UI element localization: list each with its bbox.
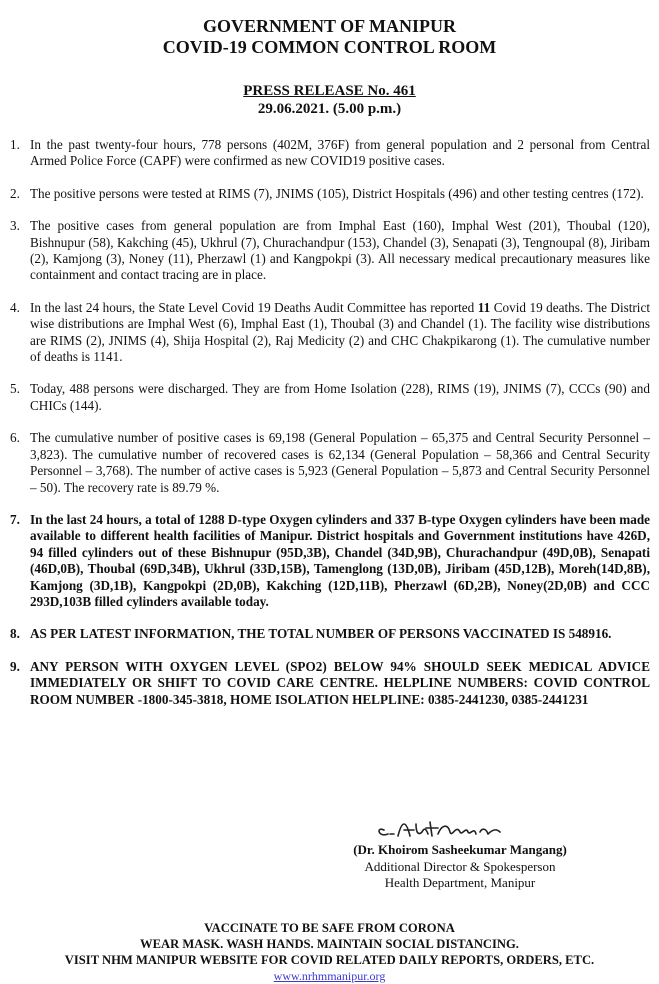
footer-mask: WEAR MASK. WASH HANDS. MAINTAIN SOCIAL DISTANCING. — [140, 937, 519, 951]
footer-website: VISIT NHM MANIPUR WEBSITE FOR COVID RELATED DAILY REPORTS, ORDERS, ETC. — [64, 953, 595, 967]
item-text: The positive cases from general population are from Imphal East (160), Imphal West (201), Thoubal (120), Bishnupur (58), Kakching (45), Ukhrul (7), Churachandpur (153), Chandel (3), Senapati (3), Tengnoupal (8), Jiribam (2), Kamjong (3), Noney (11), Pherzawl (1) and Kangpokpi (3). All necessary medical precautionary measures like containment and contact tracing are in place. — [30, 218, 650, 283]
list-item — [10, 186, 650, 202]
item-number: 8. — [10, 626, 20, 642]
item-number: 6. — [10, 430, 20, 446]
item-number: 5. — [10, 381, 20, 397]
signatory-block — [325, 842, 595, 892]
list-item — [10, 218, 650, 284]
item-text: In the last 24 hours, a total of 1288 D-type Oxygen cylinders and 337 B-type Oxygen cylinders have been made available to different health facilities of Manipur. District hospitals and Government institutions have 426D, 94 filled cylinders out of these Bishnupur (95D,3B), Chandel (34D,9B), Churachandpur (49D,0B), Senapati (46D,0B), Thoubal (69D,34B), Ukhrul (33D,15B), Tamenglong (13D,0B), Jiribam (45D,12B), Moreh(14D,8B), Kamjong (3D,1B), Kangpokpi (2D,0B), Kakching (12D,11B), Pherzawl (6D,2B), Noney(2D,0B) and CCC 293D,103B filled cylinders available today. — [30, 511, 650, 609]
item-number: 1. — [10, 137, 20, 152]
website-link[interactable]: www.nrhmmanipur.org — [273, 969, 386, 983]
item-text: The cumulative number of positive cases is 69,198 (General Population – 65,375 and Central Security Personnel – 3,823). The cumulative number of recovered cases is 62,134 (General Population – 58,366 and Central Security Personnel – 3,768). The number of active cases is 5,923 (General Population – 5,873 and Central Security Personnel – 50). The recovery rate is 89.79 %. — [30, 430, 650, 495]
release-items-list — [10, 137, 650, 708]
list-item — [10, 381, 650, 414]
release-title: PRESS RELEASE No. 461 — [243, 83, 416, 99]
document-header — [0, 16, 659, 58]
item-number: 9. — [10, 658, 20, 674]
release-info — [0, 82, 659, 118]
list-item — [10, 137, 650, 170]
release-date: 29.06.2021. (5.00 p.m.) — [257, 101, 402, 117]
item-text: ANY PERSON WITH OXYGEN LEVEL (SPO2) BELOW 94% SHOULD SEEK MEDICAL ADVICE IMMEDIATELY OR SHIFT TO COVID CARE CENTRE. HELPLINE NUMBERS: COVID CONTROL ROOM NUMBER -1800-345-3818, HOME ISOLATION HELPLINE: 0385-2441230, 0385-2441231 — [30, 658, 650, 707]
header-control-room: COVID-19 COMMON CONTROL ROOM — [162, 37, 497, 57]
item-number: 2. — [10, 185, 20, 201]
footer-vaccinate: VACCINATE TO BE SAFE FROM CORONA — [204, 921, 455, 935]
item-text: In the last 24 hours, the State Level Covid 19 Deaths Audit Committee has reported 11 Covid 19 deaths. The District wise distributions are Imphal West (6), Imphal East (1), Thoubal (3) and Chandel (1). The facility wise distributions are RIMS (2), JNIMS (4), Shija Hospital (2), Raj Medicity (2) and CHC Chakpikarong (1). The cumulative number of deaths is 1141. — [30, 299, 650, 365]
item-number: 3. — [10, 218, 20, 234]
item-text: AS PER LATEST INFORMATION, THE TOTAL NUMBER OF PERSONS VACCINATED IS 548916. — [30, 626, 612, 642]
death-count: 11 — [477, 299, 491, 315]
item-text: The positive persons were tested at RIMS (7), JNIMS (105), District Hospitals (496) and other testing centres (172). — [30, 185, 644, 201]
list-item — [10, 300, 650, 366]
handwritten-signature — [370, 812, 530, 844]
signatory-title: Additional Director & Spokesperson — [364, 858, 556, 874]
item-number: 4. — [10, 299, 20, 315]
list-item — [10, 626, 650, 642]
item-number: 7. — [10, 511, 20, 527]
list-item — [10, 512, 650, 610]
list-item — [10, 430, 650, 496]
header-government: GOVERNMENT OF MANIPUR — [203, 16, 456, 36]
signatory-department: Health Department, Manipur — [384, 875, 536, 890]
item-text: In the past twenty-four hours, 778 persons (402M, 376F) from general population and 2 personal from Central Armed Police Force (CAPF) were confirmed as new COVID19 positive cases. — [30, 137, 650, 169]
list-item — [10, 659, 650, 708]
signatory-name: (Dr. Khoirom Sasheekumar Mangang) — [353, 842, 567, 857]
footer-notice — [0, 920, 659, 984]
item-text: Today, 488 persons were discharged. They are from Home Isolation (228), RIMS (19), JNIMS (7), CCCs (90) and CHICs (144). — [30, 381, 650, 413]
